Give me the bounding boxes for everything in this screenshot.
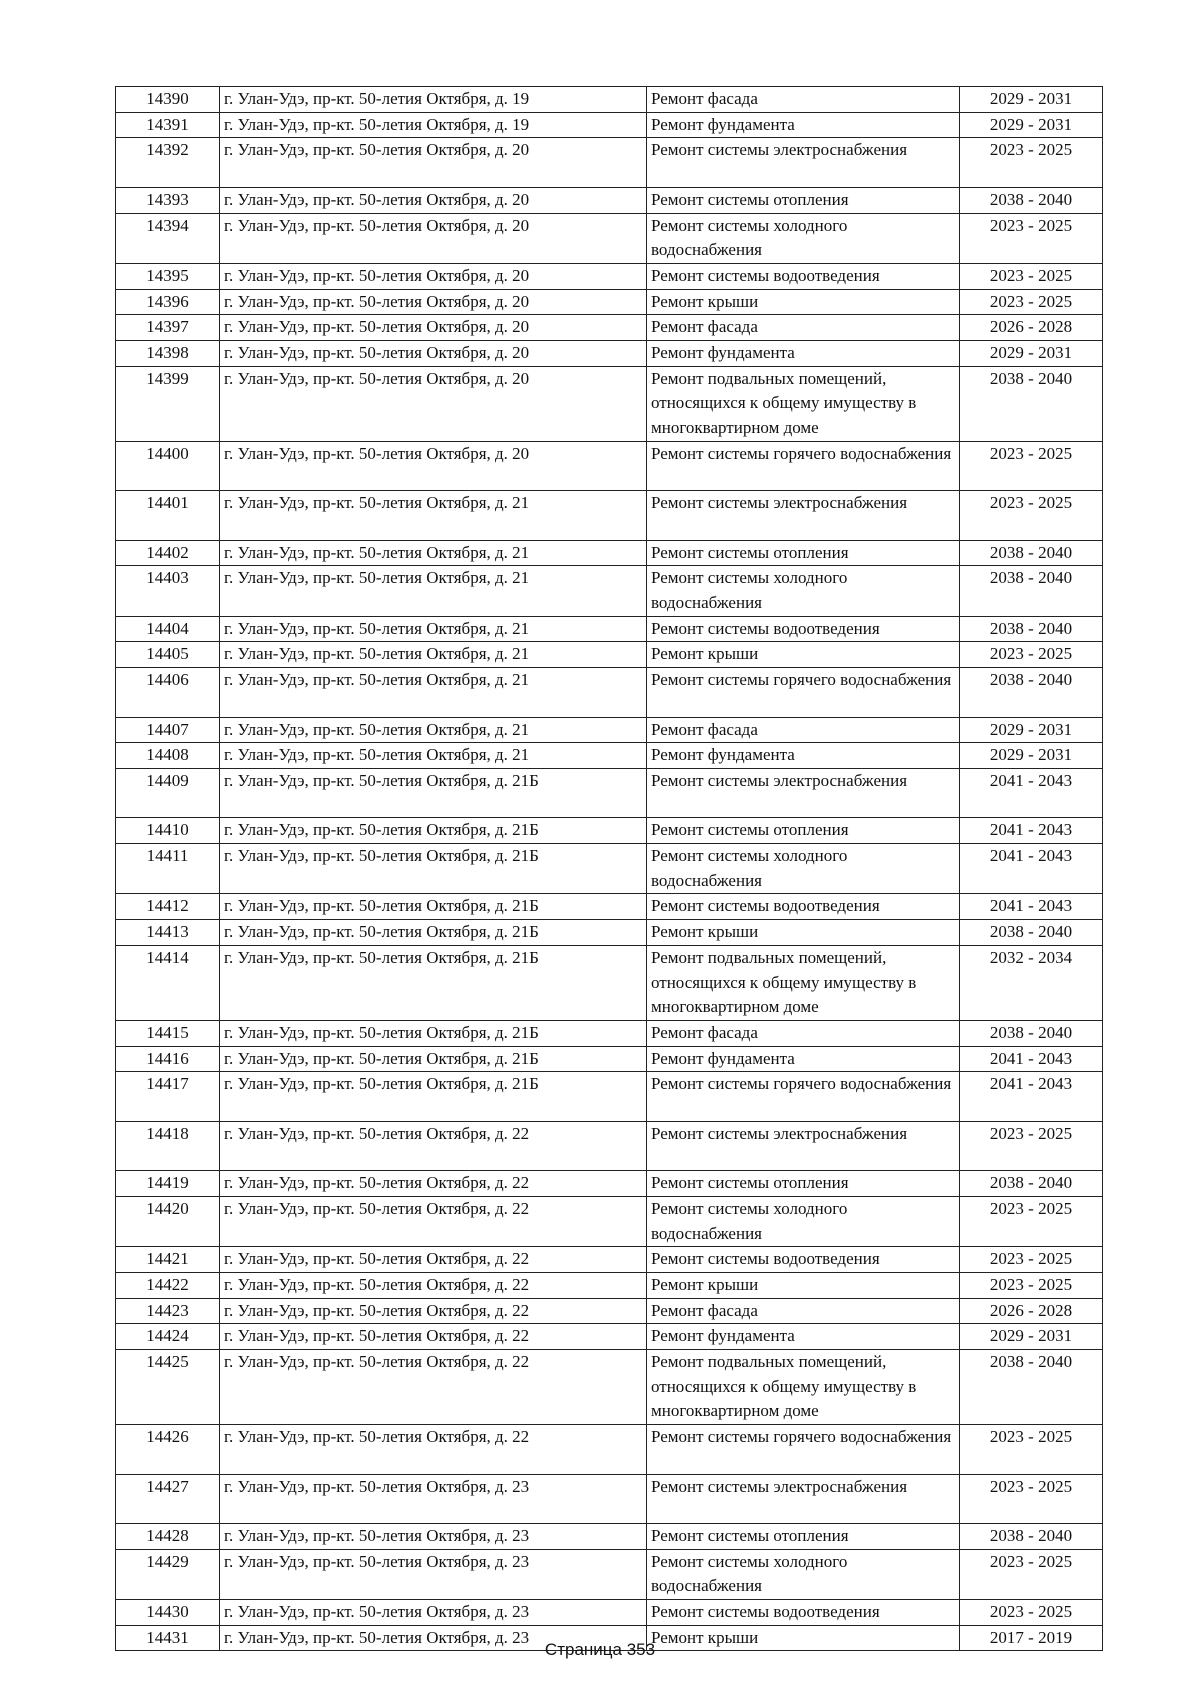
address-cell: г. Улан-Удэ, пр-кт. 50-летия Октября, д. 22	[220, 1425, 647, 1474]
work-type-cell: Ремонт фасада	[647, 315, 960, 341]
row-number-cell: 14398	[116, 341, 220, 367]
period-cell: 2038 - 2040	[960, 566, 1103, 616]
period-cell: 2017 - 2019	[960, 1625, 1103, 1651]
period-cell: 2029 - 2031	[960, 87, 1103, 113]
row-number-cell: 14425	[116, 1350, 220, 1425]
table-row	[116, 642, 1103, 668]
work-type-cell: Ремонт системы водоотведения	[647, 1247, 960, 1273]
row-number-cell: 14428	[116, 1523, 220, 1549]
table-row	[116, 844, 1103, 894]
table-row	[116, 1549, 1103, 1599]
table-row	[116, 112, 1103, 138]
address-cell: г. Улан-Удэ, пр-кт. 50-летия Октября, д. 23	[220, 1600, 647, 1626]
work-type-cell: Ремонт крыши	[647, 1272, 960, 1298]
row-number-cell: 14426	[116, 1425, 220, 1474]
address-cell: г. Улан-Удэ, пр-кт. 50-летия Октября, д. 21	[220, 616, 647, 642]
table-row	[116, 566, 1103, 616]
address-cell: г. Улан-Удэ, пр-кт. 50-летия Октября, д. 21	[220, 491, 647, 540]
row-number-cell: 14396	[116, 289, 220, 315]
period-cell: 2038 - 2040	[960, 616, 1103, 642]
period-cell: 2023 - 2025	[960, 289, 1103, 315]
row-number-cell: 14401	[116, 491, 220, 540]
row-number-cell: 14395	[116, 263, 220, 289]
address-cell: г. Улан-Удэ, пр-кт. 50-летия Октября, д. 21Б	[220, 768, 647, 817]
address-cell: г. Улан-Удэ, пр-кт. 50-летия Октября, д. 21Б	[220, 1020, 647, 1046]
address-cell: г. Улан-Удэ, пр-кт. 50-летия Октября, д. 23	[220, 1625, 647, 1651]
row-number-cell: 14397	[116, 315, 220, 341]
table-row	[116, 315, 1103, 341]
period-cell: 2026 - 2028	[960, 315, 1103, 341]
address-cell: г. Улан-Удэ, пр-кт. 50-летия Октября, д. 22	[220, 1350, 647, 1425]
address-cell: г. Улан-Удэ, пр-кт. 50-летия Октября, д. 21	[220, 642, 647, 668]
period-cell: 2029 - 2031	[960, 112, 1103, 138]
address-cell: г. Улан-Удэ, пр-кт. 50-летия Октября, д. 20	[220, 138, 647, 187]
row-number-cell: 14421	[116, 1247, 220, 1273]
work-type-cell: Ремонт крыши	[647, 1625, 960, 1651]
row-number-cell: 14390	[116, 87, 220, 113]
table-row	[116, 1121, 1103, 1170]
period-cell: 2026 - 2028	[960, 1298, 1103, 1324]
period-cell: 2041 - 2043	[960, 844, 1103, 894]
work-type-cell: Ремонт системы электроснабжения	[647, 1474, 960, 1523]
work-type-cell: Ремонт системы водоотведения	[647, 616, 960, 642]
table-row	[116, 138, 1103, 187]
row-number-cell: 14406	[116, 668, 220, 717]
address-cell: г. Улан-Удэ, пр-кт. 50-летия Октября, д. 21Б	[220, 894, 647, 920]
address-cell: г. Улан-Удэ, пр-кт. 50-летия Октября, д. 21Б	[220, 945, 647, 1020]
period-cell: 2029 - 2031	[960, 1324, 1103, 1350]
row-number-cell: 14391	[116, 112, 220, 138]
address-cell: г. Улан-Удэ, пр-кт. 50-летия Октября, д. 21Б	[220, 844, 647, 894]
period-cell: 2038 - 2040	[960, 1523, 1103, 1549]
address-cell: г. Улан-Удэ, пр-кт. 50-летия Октября, д. 23	[220, 1549, 647, 1599]
work-type-cell: Ремонт системы горячего водоснабжения	[647, 668, 960, 717]
address-cell: г. Улан-Удэ, пр-кт. 50-летия Октября, д. 21	[220, 743, 647, 769]
address-cell: г. Улан-Удэ, пр-кт. 50-летия Октября, д. 20	[220, 366, 647, 441]
period-cell: 2023 - 2025	[960, 138, 1103, 187]
table-row	[116, 491, 1103, 540]
table-row	[116, 213, 1103, 263]
work-type-cell: Ремонт фундамента	[647, 1324, 960, 1350]
work-type-cell: Ремонт системы отопления	[647, 187, 960, 213]
table-row	[116, 616, 1103, 642]
table-row	[116, 341, 1103, 367]
table-row	[116, 1298, 1103, 1324]
row-number-cell: 14423	[116, 1298, 220, 1324]
work-type-cell: Ремонт системы холодного водоснабжения	[647, 566, 960, 616]
address-cell: г. Улан-Удэ, пр-кт. 50-летия Октября, д. 22	[220, 1272, 647, 1298]
work-type-cell: Ремонт системы электроснабжения	[647, 768, 960, 817]
page-number: Страница 353	[544, 1640, 656, 1659]
address-cell: г. Улан-Удэ, пр-кт. 50-летия Октября, д. 20	[220, 441, 647, 490]
period-cell: 2023 - 2025	[960, 1272, 1103, 1298]
work-type-cell: Ремонт фундамента	[647, 112, 960, 138]
address-cell: г. Улан-Удэ, пр-кт. 50-летия Октября, д. 20	[220, 341, 647, 367]
work-type-cell: Ремонт системы холодного водоснабжения	[647, 213, 960, 263]
work-type-cell: Ремонт системы отопления	[647, 540, 960, 566]
work-type-cell: Ремонт фасада	[647, 1020, 960, 1046]
table-row	[116, 743, 1103, 769]
period-cell: 2023 - 2025	[960, 213, 1103, 263]
period-cell: 2029 - 2031	[960, 341, 1103, 367]
period-cell: 2032 - 2034	[960, 945, 1103, 1020]
work-type-cell: Ремонт подвальных помещений, относящихся к общему имуществу в многоквартирном доме	[647, 1350, 960, 1425]
table-row	[116, 768, 1103, 817]
row-number-cell: 14400	[116, 441, 220, 490]
period-cell: 2023 - 2025	[960, 491, 1103, 540]
period-cell: 2023 - 2025	[960, 1425, 1103, 1474]
period-cell: 2029 - 2031	[960, 743, 1103, 769]
work-type-cell: Ремонт системы горячего водоснабжения	[647, 1072, 960, 1121]
work-type-cell: Ремонт фундамента	[647, 1046, 960, 1072]
row-number-cell: 14431	[116, 1625, 220, 1651]
row-number-cell: 14417	[116, 1072, 220, 1121]
table-row	[116, 1247, 1103, 1273]
period-cell: 2023 - 2025	[960, 263, 1103, 289]
work-type-cell: Ремонт системы холодного водоснабжения	[647, 1549, 960, 1599]
address-cell: г. Улан-Удэ, пр-кт. 50-летия Октября, д. 21	[220, 668, 647, 717]
period-cell: 2041 - 2043	[960, 818, 1103, 844]
table-row	[116, 263, 1103, 289]
row-number-cell: 14420	[116, 1196, 220, 1246]
period-cell: 2038 - 2040	[960, 1350, 1103, 1425]
row-number-cell: 14403	[116, 566, 220, 616]
table-row	[116, 818, 1103, 844]
work-type-cell: Ремонт фасада	[647, 1298, 960, 1324]
row-number-cell: 14407	[116, 717, 220, 743]
address-cell: г. Улан-Удэ, пр-кт. 50-летия Октября, д. 20	[220, 213, 647, 263]
period-cell: 2038 - 2040	[960, 1171, 1103, 1197]
row-number-cell: 14429	[116, 1549, 220, 1599]
table-row	[116, 540, 1103, 566]
period-cell: 2023 - 2025	[960, 1196, 1103, 1246]
row-number-cell: 14430	[116, 1600, 220, 1626]
row-number-cell: 14418	[116, 1121, 220, 1170]
work-type-cell: Ремонт системы горячего водоснабжения	[647, 1425, 960, 1474]
work-type-cell: Ремонт системы электроснабжения	[647, 138, 960, 187]
address-cell: г. Улан-Удэ, пр-кт. 50-летия Октября, д. 20	[220, 263, 647, 289]
address-cell: г. Улан-Удэ, пр-кт. 50-летия Октября, д. 21	[220, 717, 647, 743]
period-cell: 2023 - 2025	[960, 1600, 1103, 1626]
row-number-cell: 14411	[116, 844, 220, 894]
table-row	[116, 668, 1103, 717]
work-type-cell: Ремонт системы отопления	[647, 1171, 960, 1197]
period-cell: 2023 - 2025	[960, 1247, 1103, 1273]
address-cell: г. Улан-Удэ, пр-кт. 50-летия Октября, д. 22	[220, 1196, 647, 1246]
work-type-cell: Ремонт системы отопления	[647, 818, 960, 844]
work-type-cell: Ремонт фундамента	[647, 341, 960, 367]
work-type-cell: Ремонт крыши	[647, 642, 960, 668]
row-number-cell: 14405	[116, 642, 220, 668]
table-row	[116, 945, 1103, 1020]
period-cell: 2041 - 2043	[960, 1072, 1103, 1121]
row-number-cell: 14415	[116, 1020, 220, 1046]
address-cell: г. Улан-Удэ, пр-кт. 50-летия Октября, д. 22	[220, 1298, 647, 1324]
work-type-cell: Ремонт фасада	[647, 717, 960, 743]
row-number-cell: 14393	[116, 187, 220, 213]
table-row	[116, 1350, 1103, 1425]
table-row	[116, 894, 1103, 920]
work-type-cell: Ремонт системы отопления	[647, 1523, 960, 1549]
work-type-cell: Ремонт системы холодного водоснабжения	[647, 844, 960, 894]
address-cell: г. Улан-Удэ, пр-кт. 50-летия Октября, д. 19	[220, 112, 647, 138]
table-row	[116, 366, 1103, 441]
period-cell: 2023 - 2025	[960, 642, 1103, 668]
table-row	[116, 717, 1103, 743]
work-type-cell: Ремонт системы водоотведения	[647, 263, 960, 289]
address-cell: г. Улан-Удэ, пр-кт. 50-летия Октября, д. 23	[220, 1523, 647, 1549]
period-cell: 2029 - 2031	[960, 717, 1103, 743]
work-type-cell: Ремонт подвальных помещений, относящихся к общему имуществу в многоквартирном доме	[647, 366, 960, 441]
address-cell: г. Улан-Удэ, пр-кт. 50-летия Октября, д. 20	[220, 315, 647, 341]
work-type-cell: Ремонт фундамента	[647, 743, 960, 769]
work-type-cell: Ремонт системы холодного водоснабжения	[647, 1196, 960, 1246]
period-cell: 2038 - 2040	[960, 668, 1103, 717]
period-cell: 2041 - 2043	[960, 1046, 1103, 1072]
address-cell: г. Улан-Удэ, пр-кт. 50-летия Октября, д. 20	[220, 289, 647, 315]
table-row	[116, 1072, 1103, 1121]
row-number-cell: 14409	[116, 768, 220, 817]
work-type-cell: Ремонт системы электроснабжения	[647, 491, 960, 540]
row-number-cell: 14427	[116, 1474, 220, 1523]
table-row	[116, 1324, 1103, 1350]
table-row	[116, 289, 1103, 315]
row-number-cell: 14419	[116, 1171, 220, 1197]
row-number-cell: 14422	[116, 1272, 220, 1298]
work-type-cell: Ремонт системы горячего водоснабжения	[647, 441, 960, 490]
table-row	[116, 1425, 1103, 1474]
period-cell: 2038 - 2040	[960, 540, 1103, 566]
work-type-cell: Ремонт системы водоотведения	[647, 1600, 960, 1626]
address-cell: г. Улан-Удэ, пр-кт. 50-летия Октября, д. 21	[220, 540, 647, 566]
period-cell: 2023 - 2025	[960, 1121, 1103, 1170]
address-cell: г. Улан-Удэ, пр-кт. 50-летия Октября, д. 21	[220, 566, 647, 616]
work-type-cell: Ремонт крыши	[647, 920, 960, 946]
address-cell: г. Улан-Удэ, пр-кт. 50-летия Октября, д. 22	[220, 1171, 647, 1197]
period-cell: 2023 - 2025	[960, 1549, 1103, 1599]
row-number-cell: 14416	[116, 1046, 220, 1072]
table-row	[116, 1600, 1103, 1626]
row-number-cell: 14410	[116, 818, 220, 844]
address-cell: г. Улан-Удэ, пр-кт. 50-летия Октября, д. 21Б	[220, 1046, 647, 1072]
row-number-cell: 14404	[116, 616, 220, 642]
address-cell: г. Улан-Удэ, пр-кт. 50-летия Октября, д. 22	[220, 1121, 647, 1170]
row-number-cell: 14392	[116, 138, 220, 187]
row-number-cell: 14402	[116, 540, 220, 566]
address-cell: г. Улан-Удэ, пр-кт. 50-летия Октября, д. 19	[220, 87, 647, 113]
table-row	[116, 1171, 1103, 1197]
period-cell: 2038 - 2040	[960, 366, 1103, 441]
address-cell: г. Улан-Удэ, пр-кт. 50-летия Октября, д. 22	[220, 1324, 647, 1350]
period-cell: 2038 - 2040	[960, 187, 1103, 213]
row-number-cell: 14399	[116, 366, 220, 441]
table-row	[116, 187, 1103, 213]
period-cell: 2038 - 2040	[960, 920, 1103, 946]
row-number-cell: 14412	[116, 894, 220, 920]
row-number-cell: 14408	[116, 743, 220, 769]
table-row	[116, 1523, 1103, 1549]
row-number-cell: 14424	[116, 1324, 220, 1350]
address-cell: г. Улан-Удэ, пр-кт. 50-летия Октября, д. 21Б	[220, 1072, 647, 1121]
address-cell: г. Улан-Удэ, пр-кт. 50-летия Октября, д. 22	[220, 1247, 647, 1273]
address-cell: г. Улан-Удэ, пр-кт. 50-летия Октября, д. 21Б	[220, 818, 647, 844]
table-row	[116, 87, 1103, 113]
work-type-cell: Ремонт крыши	[647, 289, 960, 315]
address-cell: г. Улан-Удэ, пр-кт. 50-летия Октября, д. 20	[220, 187, 647, 213]
table-row	[116, 1196, 1103, 1246]
table-row	[116, 1020, 1103, 1046]
period-cell: 2041 - 2043	[960, 768, 1103, 817]
table-row	[116, 1474, 1103, 1523]
table-row	[116, 441, 1103, 490]
table-row	[116, 1046, 1103, 1072]
work-type-cell: Ремонт подвальных помещений, относящихся к общему имуществу в многоквартирном доме	[647, 945, 960, 1020]
period-cell: 2023 - 2025	[960, 441, 1103, 490]
repair-schedule-table	[115, 86, 1103, 1651]
work-type-cell: Ремонт системы водоотведения	[647, 894, 960, 920]
table-row	[116, 920, 1103, 946]
repair-schedule-body	[116, 87, 1103, 1651]
table-row	[116, 1272, 1103, 1298]
row-number-cell: 14413	[116, 920, 220, 946]
address-cell: г. Улан-Удэ, пр-кт. 50-летия Октября, д. 23	[220, 1474, 647, 1523]
row-number-cell: 14394	[116, 213, 220, 263]
period-cell: 2038 - 2040	[960, 1020, 1103, 1046]
work-type-cell: Ремонт фасада	[647, 87, 960, 113]
period-cell: 2041 - 2043	[960, 894, 1103, 920]
address-cell: г. Улан-Удэ, пр-кт. 50-летия Октября, д. 21Б	[220, 920, 647, 946]
row-number-cell: 14414	[116, 945, 220, 1020]
period-cell: 2023 - 2025	[960, 1474, 1103, 1523]
work-type-cell: Ремонт системы электроснабжения	[647, 1121, 960, 1170]
